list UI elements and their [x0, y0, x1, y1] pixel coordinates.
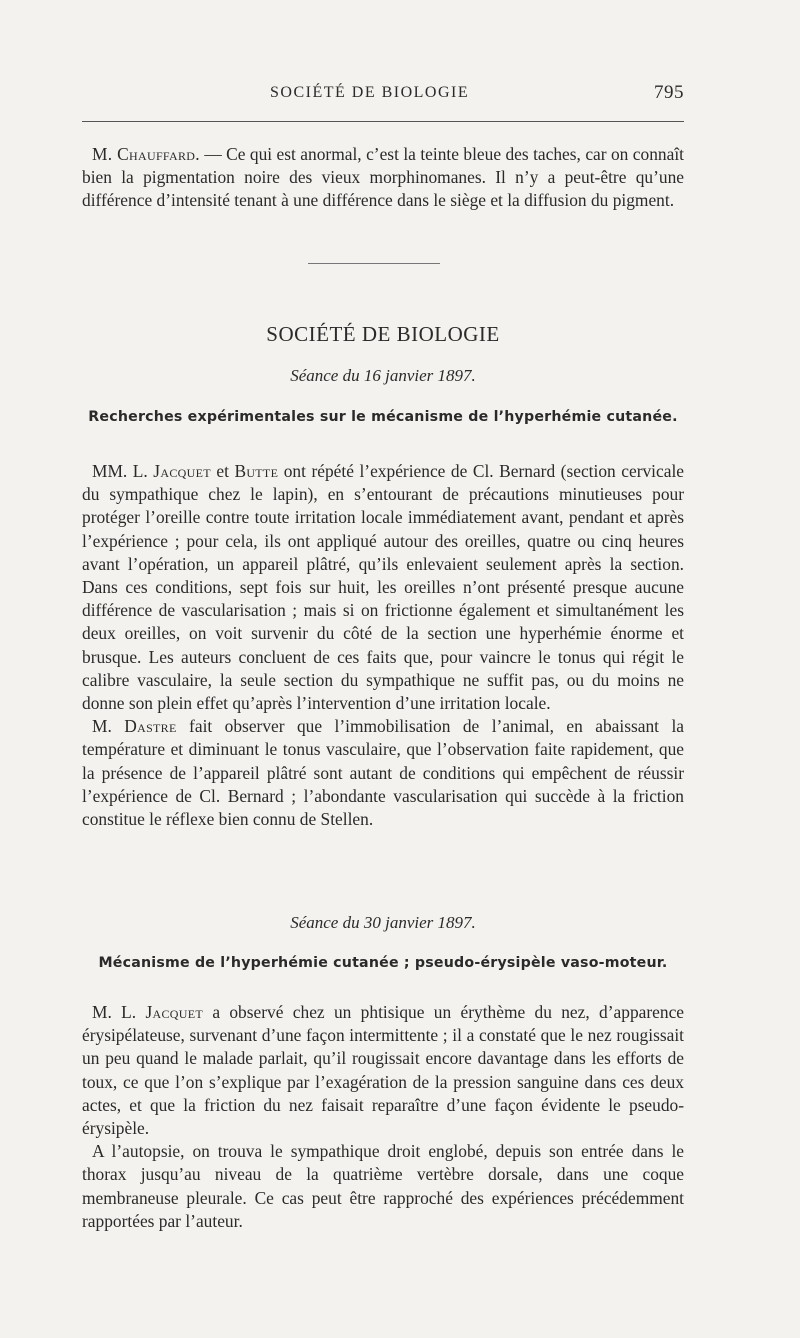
article-1-paragraph-2: M. Dastre fait observer que l’immobilisation de l’animal, en abaissant la température et diminuant le tonus vasculaire, que l’observation faite rapidement, que la présence de l’appareil plâtré sont autant de conditions qui empêchent de réussir l’expérience de Cl. Bernard ; l’abondante vascularisation qui succède à la friction constitue le réflexe bien connu de Stellen.	[82, 716, 684, 830]
author-name: Jacquet	[145, 1002, 203, 1022]
intro-paragraph	[82, 143, 684, 213]
article-2-paragraph-1: M. L. Jacquet a observé chez un phtisique un érythème du nez, d’apparence érysipélateuse, survenant d’une façon intermittente ; il a constaté que le nez rougissait un peu quand le malade parlait, qu’il rougissait encore davantage dans les efforts de toux, ce que l’on s’explique par l’exagération de la pression sanguine dans ces deux actes, et que la friction du nez faisait reparaître d’une façon évidente le pseudo-érysipèle.	[82, 1002, 685, 1139]
author-name: Dastre	[124, 716, 177, 737]
author-name: Jacquet	[153, 461, 211, 481]
article-2-paragraph-2: A l’autopsie, on trouva le sympathique droit englobé, depuis son entrée dans le thorax jusqu’au niveau de la quatrième vertèbre dorsale, dans une coque membraneuse pleurale. Ce cas peut être rapproché des expériences précédemment rapportées par l’auteur.	[82, 1141, 684, 1231]
separator-rule	[308, 263, 440, 264]
author-name: Butte	[234, 461, 279, 481]
article-1-paragraph-1: MM. L. Jacquet et Butte ont répété l’expérience de Cl. Bernard (section cervicale du sympathique chez le lapin), en s’entourant de précautions minutieuses pour protéger l’oreille contre toute irritation locale immédiatement avant, pendant et après l’expérience ; pour cela, ils ont appliqué autour des oreilles, quatre ou cinq heures avant l’opération, un appareil plâtré, qu’ils enlevaient seulement après la section. Dans ces conditions, sept fois sur huit, les oreilles n’ont présenté presque aucune différence de vascularisation ; mais si on frictionne également et simultanément les deux oreilles, on voit survenir du côté de la section une hyperhémie énorme et brusque. Les auteurs concluent de ces faits que, pour vaincre le tonus qui régit le calibre vasculaire, la seule section du sympathique ne suffit pas, ou du moins ne donne son plein effet qu’après l’intervention d’une irritation locale.	[82, 461, 685, 714]
running-head	[82, 84, 684, 108]
running-head-title: SOCIÉTÉ DE BIOLOGIE	[270, 84, 470, 101]
seance-date-2: Séance du 30 janvier 1897.	[290, 913, 476, 932]
section-title: SOCIÉTÉ DE BIOLOGIE	[266, 322, 500, 346]
article-heading-2: Mécanisme de l’hyperhémie cutanée ; pseudo-érysipèle vaso-moteur.	[98, 955, 668, 971]
article-body-2	[82, 1001, 684, 1233]
page-number: 795	[654, 82, 684, 103]
header-rule	[82, 121, 684, 122]
speaker-name: M. Chauffard.	[92, 144, 200, 164]
intro-text: — Ce qui est anormal, c’est la teinte bleue des taches, car on connaît bien la pigmentation noire des vieux morphinomanes. Il n’y a peut-être qu’une différence d’intensité tenant à une différence dans le siège et la diffusion du pigment.	[82, 144, 684, 211]
seance-date-1: Séance du 16 janvier 1897.	[290, 366, 476, 385]
article-body-1	[82, 460, 684, 831]
article-heading-1: Recherches expérimentales sur le mécanisme de l’hyperhémie cutanée.	[88, 409, 678, 425]
